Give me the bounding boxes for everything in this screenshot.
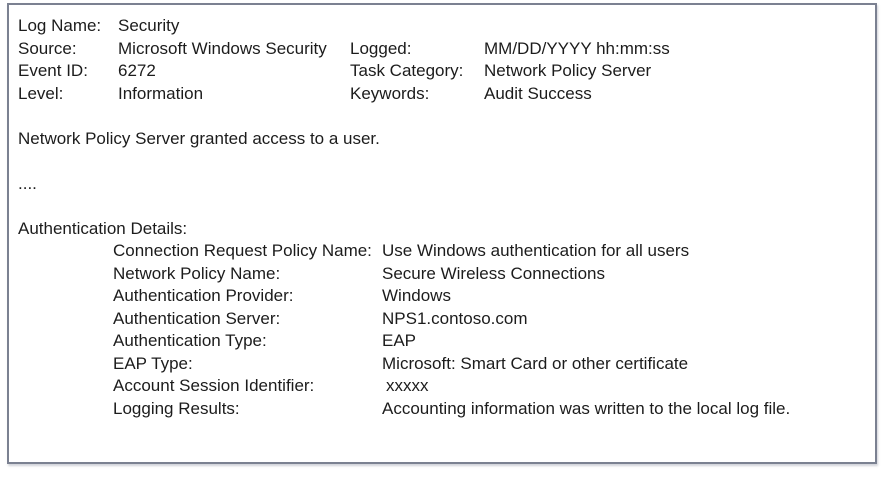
section-title-authentication-details: Authentication Details: (18, 218, 188, 238)
event-log-panel (7, 3, 877, 464)
detail-row-authentication-provider (9, 285, 875, 308)
field-label: Event ID: (18, 61, 88, 80)
field-label: Source: (18, 38, 77, 58)
detail-row-authentication-server (9, 308, 875, 331)
truncation-marker: .... (18, 173, 37, 193)
field-value: 6272 (118, 61, 156, 80)
field-label: Keywords: (350, 83, 430, 103)
detail-value: Microsoft: Smart Card or other certificate (382, 353, 689, 373)
detail-row-network-policy-name (9, 263, 875, 286)
detail-label: Authentication Server: (113, 308, 281, 328)
detail-row-authentication-type (9, 330, 875, 353)
field-value: Microsoft Windows Security (118, 38, 327, 58)
field-label: Task Category: (350, 61, 464, 80)
detail-row-account-session-identifier (9, 375, 875, 398)
header-row-log-name (9, 15, 875, 38)
event-log-content (9, 5, 875, 462)
detail-label: Logging Results: (113, 398, 240, 418)
detail-value: xxxxx (386, 376, 429, 395)
header-row-source-logged (9, 38, 875, 61)
spacer (9, 150, 875, 173)
detail-value: EAP (382, 331, 417, 350)
detail-value: Secure Wireless Connections (382, 263, 605, 283)
detail-value: Accounting information was written to the local log file. (382, 398, 791, 418)
header-row-eventid-taskcategory (9, 60, 875, 83)
detail-value: Windows (382, 286, 451, 305)
field-value: Audit Success (484, 83, 592, 103)
detail-label: Connection Request Policy Name: (113, 241, 372, 260)
spacer (9, 105, 875, 128)
field-label: Log Name: (18, 16, 102, 35)
detail-value: Use Windows authentication for all users (382, 241, 690, 260)
field-label: Logged: (350, 38, 412, 58)
field-value: Network Policy Server (484, 61, 652, 80)
detail-label: Authentication Provider: (113, 286, 294, 305)
field-value: Information (118, 83, 204, 103)
event-description: Network Policy Server granted access to a user. (18, 128, 380, 148)
detail-label: Account Session Identifier: (113, 376, 315, 395)
detail-value: NPS1.contoso.com (382, 308, 528, 328)
field-value: MM/DD/YYYY hh:mm:ss (484, 38, 670, 58)
field-value: Security (118, 16, 180, 35)
detail-row-logging-results (9, 398, 875, 421)
spacer (9, 195, 875, 218)
header-row-level-keywords (9, 83, 875, 106)
detail-label: Authentication Type: (113, 331, 267, 350)
detail-label: EAP Type: (113, 353, 193, 373)
detail-label: Network Policy Name: (113, 263, 281, 283)
detail-row-eap-type (9, 353, 875, 376)
field-label: Level: (18, 83, 64, 103)
detail-row-connection-request-policy-name (9, 240, 875, 263)
